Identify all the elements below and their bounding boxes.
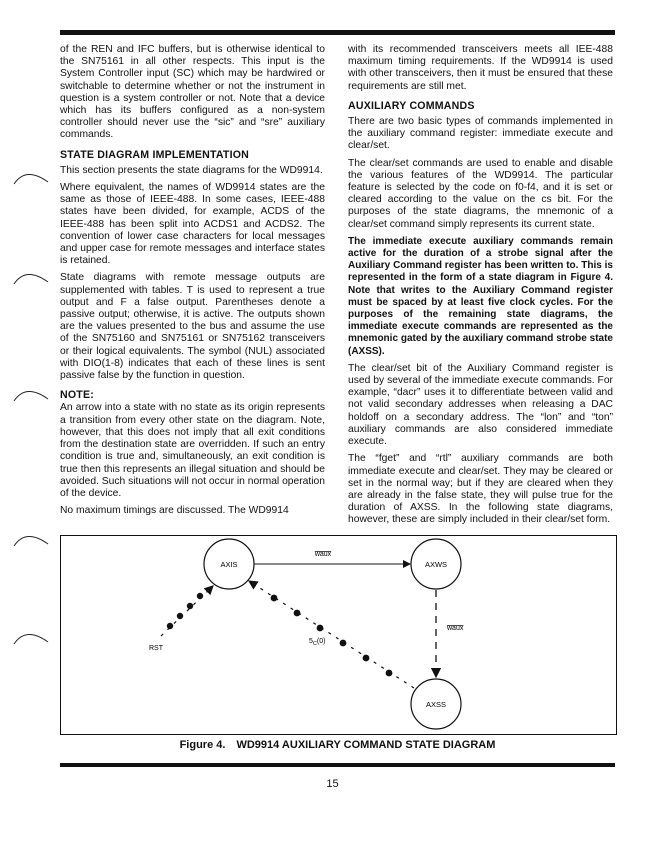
state-diagram-figure (60, 535, 617, 735)
state-diagram (61, 536, 616, 734)
state-axws-label: AXWS (424, 560, 448, 569)
figure-title: WD9914 AUXILIARY COMMAND STATE DIAGRAM (236, 739, 496, 751)
note-heading: NOTE: (60, 389, 94, 402)
figure-number: Figure 4. (179, 739, 226, 751)
margin-mark-icon (12, 168, 52, 188)
right-column (348, 44, 613, 532)
section-heading: STATE DIAGRAM IMPLEMENTATION (60, 148, 250, 161)
waux-label-right: waux (447, 625, 464, 632)
bottom-rule (60, 763, 615, 767)
state-axis-label: AXIS (220, 560, 238, 569)
waux-label-top: waux (314, 551, 332, 558)
section-heading: AUXILIARY COMMANDS (348, 99, 475, 112)
margin-mark-icon (12, 385, 52, 405)
margin-mark-icon (12, 628, 52, 648)
paragraph: with its recommended transceivers meets all IEE-488 maximum timing requirements. If the WD9914 is used with other transceivers, then it must be ensured that these requirements are still met. (348, 44, 613, 92)
paragraph: No maximum timings are discussed. The WD9914 (60, 505, 289, 517)
paragraph: The clear/set bit of the Auxiliary Command register is used by several of the immediate execute commands. For example, “dacr” uses it to differentiate between valid and not valid secondary addresses when releasing a DAC holdoff on a secondary address. The “lon” and “ton” auxiliary commands are also considered immediate execute. (348, 362, 613, 448)
paragraph: There are two basic types of commands implemented in the auxiliary command register: immediate execute and clear/set. (348, 116, 613, 152)
paragraph: State diagrams with remote message outputs are supplemented with tables. T is used to represent a true output and F a false output. Parentheses denote a passive output; otherwise, it is active. The outputs shown are the values presented to the bus and assume the use of the SN75160 and SN75161 or SN75162 transceivers or their logical equivalents. The symbol (NUL) associated with DIO(1-8) indicates that each of these lines is sent passive false by the function in question. (60, 272, 325, 382)
page-number: 15 (326, 778, 339, 790)
paragraph: This section presents the state diagrams for the WD9914. (60, 164, 323, 176)
left-column (60, 44, 325, 522)
paragraph: of the REN and IFC buffers, but is otherwise identical to the SN75161 in all other respects. This input is the System Controller input (SC) which may be hardwired or switchable to determine whether or not the instrument in question is a system controller or not. Note that a device which has its buffers configured as a non-system controller should never use the “sic” and “sre” auxiliary commands. (60, 44, 325, 141)
margin-mark-icon (12, 268, 52, 288)
state-axss-label: AXSS (425, 700, 447, 709)
transition-condition-label: $5_C(0)$ (309, 638, 326, 647)
rst-dots (167, 593, 203, 629)
figure-caption (60, 739, 615, 751)
rst-label: RST (149, 645, 163, 652)
paragraph: The immediate execute auxiliary commands remain active for the duration of a strobe signal after the Auxiliary Command register has been written to. This is represented in the form of a state diagram in Figure 4. Note that writes to the Auxiliary Command register must be spaced by at least five clock cycles. For the purposes of the remaining state diagrams, the immediate execute commands are represented as the mnemonic gated by the auxiliary command strobe state (AXSS). (348, 235, 613, 357)
paragraph: Where equivalent, the names of WD9914 states are the same as those of IEEE-488. In some cases, IEEE-488 states have been divided, for example, ACDS of the IEEE-488 has been split into ACDS1 and ACDS2. The convention of lower case characters for local messages and upper case for remote messages and interface states is retained. (60, 182, 325, 267)
top-rule (60, 30, 615, 35)
margin-mark-icon (12, 530, 52, 550)
paragraph: An arrow into a state with no state as its origin represents a transition from every other state on the diagram. Note, however, that this does not imply that all exit conditions from the destination state are overridden. If such an entry condition is true and, simultaneously, an exit condition is true then this represents an illegal situation and should be avoided. Such situations will not occur in normal operation of the device. (60, 402, 326, 499)
paragraph: The “fget” and “rtl” auxiliary commands are both immediate execute and clear/set. They may be cleared or set in the normal way; but if they are cleared when they are already in the false state, they will pulse true for the duration of AXSS. In the following state diagrams, however, these are simply included in their clear/set form. (348, 453, 613, 526)
paragraph: The clear/set commands are used to enable and disable the various features of the WD9914. The particular feature is selected by the code on f0-f4, and it is set or cleared according to the value on the cs bit. For the purposes of the state diagrams, the mnemonic of a clear/set command simply represents its current state. (348, 157, 613, 230)
transition-dots (271, 595, 393, 677)
